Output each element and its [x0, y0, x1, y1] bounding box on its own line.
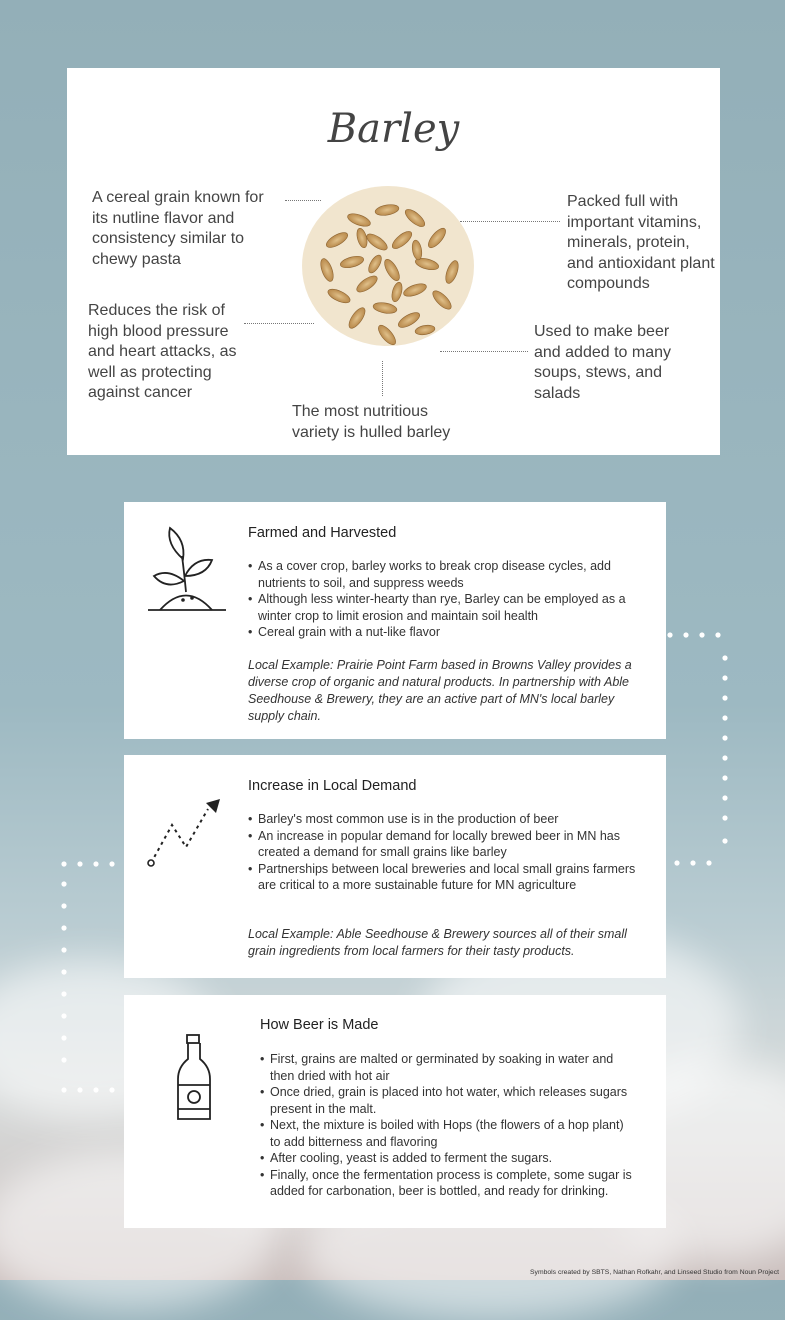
list-item: • Although less winter-hearty than rye, Barley can be employed as a winter crop to limit erosion and maintain soil health — [248, 591, 646, 624]
farmed-harvested-card — [124, 502, 666, 739]
list-item: • First, grains are malted or germinated by soaking in water and then dried with hot air — [260, 1051, 635, 1084]
beer-making-card — [124, 995, 666, 1228]
page-title: Barley — [327, 106, 460, 152]
section-title: Increase in Local Demand — [248, 778, 417, 794]
list-item: • After cooling, yeast is added to ferment the sugars. — [260, 1150, 635, 1167]
trend-up-icon — [144, 795, 224, 871]
sprout-icon — [146, 526, 228, 612]
local-example: Local Example: Prairie Point Farm based in Browns Valley provides a diverse crop of organic and natural products. In partnership with Able Seedhouse & Brewery, they are an active part of MN's local barley supply chain. — [248, 658, 632, 723]
fact-flavor: A cereal grain known for its nutline flavor and consistency similar to chewy pasta — [92, 189, 264, 268]
list-item: • Once dried, grain is placed into hot water, which releases sugars present in the malt. — [260, 1084, 635, 1117]
beer-bottle-icon — [174, 1033, 214, 1123]
dotted-connector-left — [55, 856, 135, 1101]
bullet-list — [248, 558, 646, 641]
local-demand-card — [124, 755, 666, 978]
barley-grain-pile-image — [297, 180, 479, 352]
fact-uses: Used to make beer and added to many soups, stews, and salads — [534, 323, 671, 402]
bullet-list — [260, 1051, 635, 1200]
list-item: • Cereal grain with a nut-like flavor — [248, 624, 646, 641]
list-item: • As a cover crop, barley works to break crop disease cycles, add nutrients to soil, and suppress weeds — [248, 558, 646, 591]
list-item: • Barley's most common use is in the production of beer — [248, 811, 646, 828]
dotted-connector-right — [660, 628, 740, 868]
list-item: • Next, the mixture is boiled with Hops (the flowers of a hop plant) to add bitterness and flavoring — [260, 1117, 635, 1150]
fact-health: Reduces the risk of high blood pressure and heart attacks, as well as protecting against cancer — [88, 302, 237, 402]
list-item: • An increase in popular demand for locally brewed beer in MN has created a demand for small grains like barley — [248, 828, 646, 861]
fact-hulled: The most nutritious variety is hulled barley — [292, 403, 451, 441]
local-example: Local Example: Able Seedhouse & Brewery sources all of their small grain ingredients from local farmers for their tasty products. — [248, 927, 627, 958]
list-item: • Finally, once the fermentation process is complete, some sugar is added for carbonation, beer is bottled, and ready for drinking. — [260, 1167, 635, 1200]
barley-overview-panel — [67, 68, 720, 455]
leader-line — [382, 361, 383, 396]
list-item: • Partnerships between local breweries and local small grains farmers are critical to a more sustainable future for MN agriculture — [248, 861, 646, 894]
bullet-list — [248, 811, 646, 894]
icon-credit: Symbols created by SBTS, Nathan Rofkahr, and Linseed Studio from Noun Project — [530, 1269, 779, 1276]
fact-nutrition: Packed full with important vitamins, minerals, protein, and antioxidant plant compounds — [567, 193, 715, 293]
section-title: Farmed and Harvested — [248, 525, 397, 541]
section-title: How Beer is Made — [260, 1017, 379, 1033]
